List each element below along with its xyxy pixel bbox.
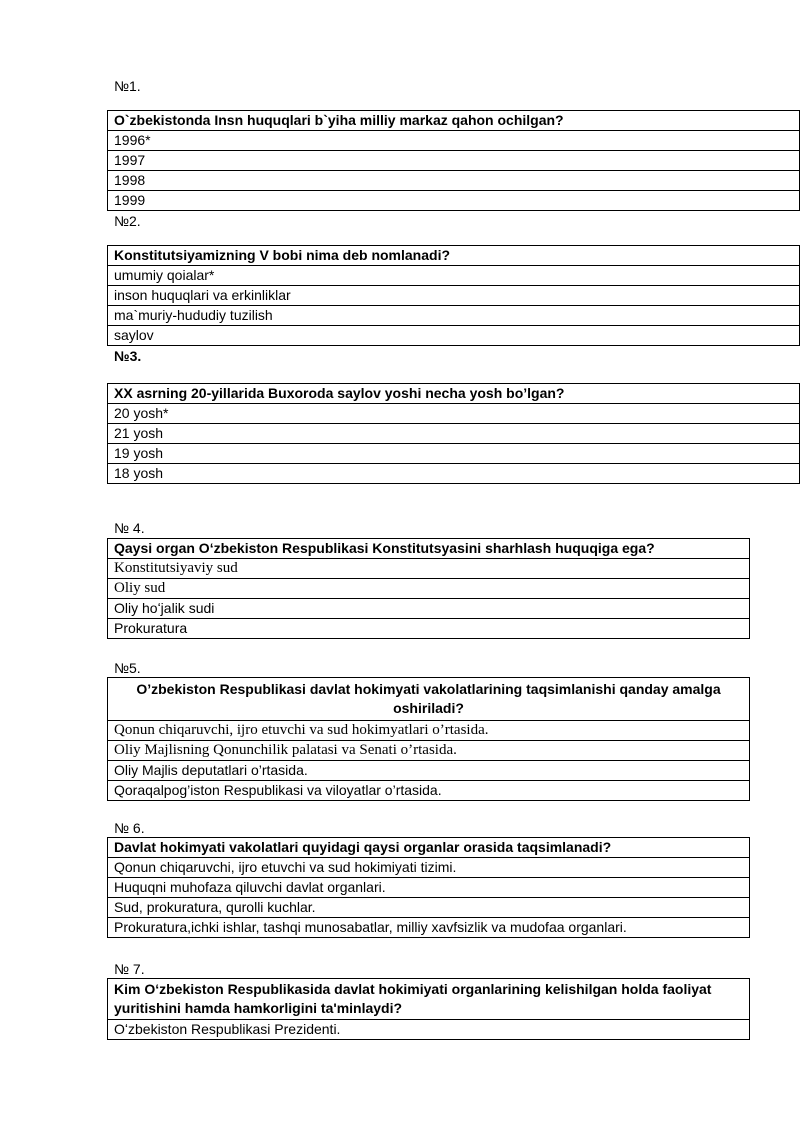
answer-option: Qonun chiqaruvchi, ijro etuvchi va sud hokimiyati tizimi. [108, 858, 750, 878]
answer-option: 21 yosh [108, 424, 800, 444]
question-text: O`zbekistonda Insn huquqlari b`yiha milliy markaz qahon ochilgan? [108, 111, 800, 131]
answer-option: 1999 [108, 191, 800, 211]
question-text: Qaysi organ Oʻzbekiston Respublikasi Konstitutsyasini sharhlash huquqiga ega? [108, 539, 750, 559]
question-number: №3. [114, 348, 142, 364]
question-text: Davlat hokimyati vakolatlari quyidagi qaysi organlar orasida taqsimlanadi? [108, 838, 750, 858]
answer-option: Qonun chiqaruvchi, ijro etuvchi va sud hokimyatlari o’rtasida. [108, 721, 750, 741]
answer-option: 18 yosh [108, 464, 800, 484]
question-number: № 7. [114, 961, 145, 977]
answer-option: Konstitutsiyaviy sud [108, 559, 750, 579]
answer-option: inson huquqlari va erkinliklar [108, 286, 800, 306]
answer-option: Oliy sud [108, 579, 750, 599]
question-text: XX asrning 20-yillarida Buxoroda saylov yoshi necha yosh bo’lgan? [108, 384, 800, 404]
answer-option: Huquqni muhofaza qiluvchi davlat organlari. [108, 878, 750, 898]
answer-option: Oliy Majlisning Qonunchilik palatasi va Senati o’rtasida. [108, 741, 750, 761]
answer-option: Prokuratura [108, 619, 750, 639]
answer-option: ma`muriy-hududiy tuzilish [108, 306, 800, 326]
question-text: Kim Oʻzbekiston Respublikasida davlat hokimiyati organlarining kelishilgan holda faoliyat yuritishini hamda hamkorligini ta'minlaydi? [108, 979, 750, 1020]
answer-option: umumiy qoialar* [108, 266, 800, 286]
answer-option: Prokuratura,ichki ishlar, tashqi munosabatlar, milliy xavfsizlik va mudofaa organlari. [108, 918, 750, 938]
answer-option: Oliy Majlis deputatlari o’rtasida. [108, 761, 750, 781]
answer-option: Qoraqalpog’iston Respublikasi va viloyatlar o’rtasida. [108, 781, 750, 801]
question-table [107, 110, 800, 211]
question-table [107, 383, 800, 484]
question-number: №2. [114, 213, 141, 229]
answer-option: 19 yosh [108, 444, 800, 464]
question-number: №5. [114, 660, 141, 676]
answer-option: 20 yosh* [108, 404, 800, 424]
question-text: O’zbekiston Respublikasi davlat hokimyati vakolatlarining taqsimlanishi qanday amalga oshiriladi? [108, 678, 750, 721]
answer-option: saylov [108, 326, 800, 346]
answer-option: Sud, prokuratura, qurolli kuchlar. [108, 898, 750, 918]
question-number: № 6. [114, 820, 145, 836]
answer-option: 1998 [108, 171, 800, 191]
question-number: №1. [114, 78, 141, 94]
answer-option: 1996* [108, 131, 800, 151]
question-text: Konstitutsiyamizning V bobi nima deb nomlanadi? [108, 246, 800, 266]
answer-option: Oliy hoʻjalik sudi [108, 599, 750, 619]
answer-option: Oʻzbekiston Respublikasi Prezidenti. [108, 1020, 750, 1040]
question-table [107, 245, 800, 346]
question-table [107, 837, 750, 938]
question-table [107, 978, 750, 1040]
answer-option: 1997 [108, 151, 800, 171]
question-table [107, 538, 750, 639]
question-table [107, 677, 750, 801]
question-number: № 4. [114, 520, 145, 536]
